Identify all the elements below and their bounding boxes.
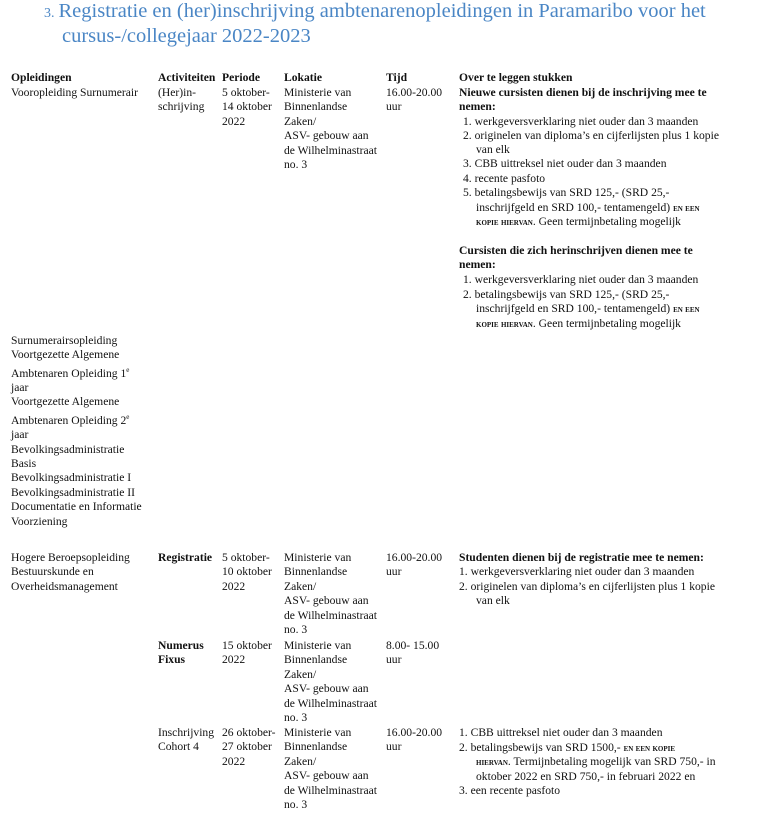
- cohort-lokatie: [284, 726, 377, 812]
- registratie-item: 1. werkgeversverklaring niet ouder dan 3 maanden: [459, 565, 695, 578]
- activiteit-line: Cohort 4: [158, 740, 199, 754]
- row1-herin-heading-line: nemen:: [459, 258, 496, 272]
- row1-herin-item: [476, 302, 700, 317]
- item-caps: kopie hiervan: [476, 319, 533, 330]
- list-item: jaar: [11, 428, 29, 442]
- row1-nieuw-item: 5. betalingsbewijs van SRD 125,- (SRD 25,-: [463, 186, 670, 199]
- registratie-item: van elk: [476, 594, 510, 607]
- periode-line: 2022: [222, 653, 246, 667]
- periode-line: 15 oktober: [222, 639, 272, 652]
- periode-line: 2022: [222, 754, 246, 768]
- item-text: . Geen termijnbetaling mogelijk: [532, 317, 681, 330]
- registratie-lokatie: [284, 551, 377, 637]
- item-text: . Geen termijnbetaling mogelijk: [532, 215, 681, 228]
- list-item: [11, 363, 142, 381]
- row1-nieuw-item: 4. recente pasfoto: [463, 172, 546, 185]
- registratie-activiteit: Registratie: [158, 551, 213, 564]
- lokatie-line: Ministerie van: [284, 726, 352, 739]
- row1-periode-line: 2022: [222, 114, 246, 128]
- row1-lokatie-line: Ministerie van: [284, 86, 352, 99]
- header-activiteiten: Activiteiten: [158, 71, 216, 84]
- row1-periode-line: 14 oktober: [222, 100, 272, 114]
- lokatie-line: Zaken/: [284, 667, 317, 681]
- list-item: Surnumerairsopleiding: [11, 334, 118, 347]
- row1-nieuw-heading-line: Nieuwe cursisten dienen bij de inschrijving mee te: [459, 86, 707, 99]
- opleidingen-list: [11, 334, 142, 529]
- list-item: Documentatie en Informatie: [11, 500, 142, 514]
- registratie-item: 2. originelen van diploma’s en cijferlijsten plus 1 kopie: [459, 580, 715, 593]
- item-caps: kopie hiervan: [476, 217, 533, 228]
- row1-tijd-line: uur: [386, 100, 402, 114]
- lokatie-line: ASV- gebouw aan: [284, 769, 369, 783]
- lokatie-line: no. 3: [284, 623, 308, 637]
- lokatie-line: ASV- gebouw aan: [284, 594, 369, 608]
- periode-line: 10 oktober: [222, 565, 272, 579]
- hbo-opleiding: [11, 551, 130, 594]
- item-caps: hiervan: [476, 757, 508, 768]
- page-title: [44, 0, 764, 48]
- lokatie-line: no. 3: [284, 798, 308, 812]
- list-item: Bevolkingsadministratie: [11, 442, 125, 456]
- cohort-item: [476, 755, 716, 770]
- periode-line: 5 oktober-: [222, 551, 270, 564]
- header-stukken: Over te leggen stukken: [459, 71, 573, 84]
- lokatie-line: Binnenlandse: [284, 565, 348, 579]
- lokatie-line: de Wilhelminastraat: [284, 783, 378, 797]
- tijd-line: 8.00- 15.00: [386, 639, 440, 652]
- list-item: Voorziening: [11, 514, 68, 528]
- list-item: jaar: [11, 381, 29, 395]
- lokatie-line: no. 3: [284, 711, 308, 725]
- lokatie-line: Zaken/: [284, 754, 317, 768]
- row1-tijd: [386, 86, 442, 115]
- cohort-activiteit: [158, 726, 214, 755]
- hbo-opleiding-line: Hogere Beroepsopleiding: [11, 551, 130, 564]
- row1-lokatie-line: ASV- gebouw aan: [284, 129, 369, 143]
- row1-activiteit-line: (Her)in-: [158, 86, 196, 99]
- item-caps: en een: [673, 304, 700, 315]
- numerus-periode: [222, 639, 272, 668]
- item-text: inschrijfgeld en SRD 100,- tentamengeld): [476, 302, 671, 315]
- row1-nieuw-item: 2. originelen van diploma’s en cijferlijsten plus 1 kopie: [463, 129, 719, 142]
- numerus-tijd: [386, 639, 439, 668]
- row1-activiteit: [158, 86, 204, 115]
- header-lokatie: Lokatie: [284, 71, 323, 84]
- tijd-line: uur: [386, 740, 402, 754]
- list-item-text: Ambtenaren Opleiding 1: [11, 366, 127, 380]
- row1-herin-heading-line: Cursisten die zich herinschrijven dienen mee te: [459, 244, 693, 257]
- row1-nieuw-item: 1. werkgeversverklaring niet ouder dan 3 maanden: [463, 115, 699, 128]
- row1-nieuw-item: van elk: [476, 143, 510, 156]
- cohort-item: oktober 2022 en SRD 750,- in februari 2022 en: [476, 770, 696, 783]
- row1-nieuw-heading: [459, 86, 707, 115]
- item-text: inschrijfgeld en SRD 100,- tentamengeld): [476, 201, 671, 214]
- title-line-1: Registratie en (her)inschrijving ambtenarenopleidingen in Paramaribo voor het: [58, 0, 706, 22]
- lokatie-line: Ministerie van: [284, 639, 352, 652]
- list-item: Bevolkingsadministratie II: [11, 485, 135, 499]
- list-item: Bevolkingsadministratie I: [11, 471, 132, 485]
- lokatie-line: Ministerie van: [284, 551, 352, 564]
- cohort-tijd: [386, 726, 442, 755]
- title-line-2: cursus-/collegejaar 2022-2023: [62, 25, 311, 47]
- row1-nieuw-item: 3. CBB uittreksel niet ouder dan 3 maanden: [463, 157, 667, 170]
- list-item: Basis: [11, 456, 37, 470]
- lokatie-line: Binnenlandse: [284, 653, 348, 667]
- row1-lokatie: [284, 86, 377, 172]
- cohort-item: 1. CBB uittreksel niet ouder dan 3 maanden: [459, 726, 663, 739]
- lokatie-line: Zaken/: [284, 579, 317, 593]
- tijd-line: uur: [386, 653, 402, 667]
- list-item: Voortgezette Algemene: [11, 395, 120, 409]
- item-caps: en een kopie: [623, 743, 676, 754]
- row1-lokatie-line: Zaken/: [284, 114, 317, 128]
- row1-opleiding: Vooropleiding Surnumerair: [11, 86, 138, 99]
- cohort-item: 3. een recente pasfoto: [459, 784, 561, 797]
- row1-herin-heading: [459, 244, 693, 273]
- hbo-opleiding-line: Bestuurskunde en: [11, 565, 94, 579]
- row1-herin-item: [476, 317, 681, 332]
- header-tijd: Tijd: [386, 71, 408, 84]
- lokatie-line: ASV- gebouw aan: [284, 682, 369, 696]
- list-item: [11, 410, 142, 428]
- row1-nieuw-item: [476, 215, 681, 230]
- header-periode: Periode: [222, 71, 260, 84]
- periode-line: 27 oktober: [222, 740, 272, 754]
- row1-periode-line: 5 oktober-: [222, 86, 270, 99]
- header-opleidingen: Opleidingen: [11, 71, 72, 84]
- row1-periode: [222, 86, 272, 129]
- periode-line: 2022: [222, 579, 246, 593]
- row1-lokatie-line: de Wilhelminastraat: [284, 143, 378, 157]
- periode-line: 26 oktober-: [222, 726, 276, 739]
- activiteit-line: Numerus: [158, 639, 204, 652]
- row1-tijd-line: 16.00-20.00: [386, 86, 443, 99]
- hbo-opleiding-line: Overheidsmanagement: [11, 579, 118, 593]
- tijd-line: 16.00-20.00: [386, 726, 443, 739]
- row1-nieuw-heading-line: nemen:: [459, 100, 496, 114]
- row1-herin-item: 2. betalingsbewijs van SRD 125,- (SRD 25,-: [463, 288, 670, 301]
- row1-activiteit-line: schrijving: [158, 100, 205, 114]
- item-text: . Termijnbetaling mogelijk van SRD 750,- in: [507, 755, 716, 768]
- item-caps: en een: [673, 203, 700, 214]
- section-number: 3.: [44, 6, 55, 21]
- cohort-periode: [222, 726, 276, 769]
- lokatie-line: de Wilhelminastraat: [284, 608, 378, 622]
- tijd-line: uur: [386, 565, 402, 579]
- list-item: Voortgezette Algemene: [11, 348, 120, 362]
- lokatie-line: Binnenlandse: [284, 740, 348, 754]
- activiteit-line: Fixus: [158, 653, 186, 667]
- row1-lokatie-line: Binnenlandse: [284, 100, 348, 114]
- lokatie-line: de Wilhelminastraat: [284, 696, 378, 710]
- item-text: 2. betalingsbewijs van SRD 1500,-: [459, 741, 621, 754]
- ordinal-sup: e: [126, 412, 130, 421]
- numerus-lokatie: [284, 639, 377, 725]
- row1-herin-item: 1. werkgeversverklaring niet ouder dan 3 maanden: [463, 273, 699, 286]
- list-item-text: Ambtenaren Opleiding 2: [11, 413, 127, 427]
- registratie-periode: [222, 551, 272, 594]
- activiteit-line: Inschrijving: [158, 726, 215, 739]
- registratie-heading: Studenten dienen bij de registratie mee te nemen:: [459, 551, 704, 564]
- ordinal-sup: e: [126, 365, 130, 374]
- row1-lokatie-line: no. 3: [284, 158, 308, 172]
- numerus-activiteit: [158, 639, 204, 668]
- tijd-line: 16.00-20.00: [386, 551, 443, 564]
- registratie-tijd: [386, 551, 442, 580]
